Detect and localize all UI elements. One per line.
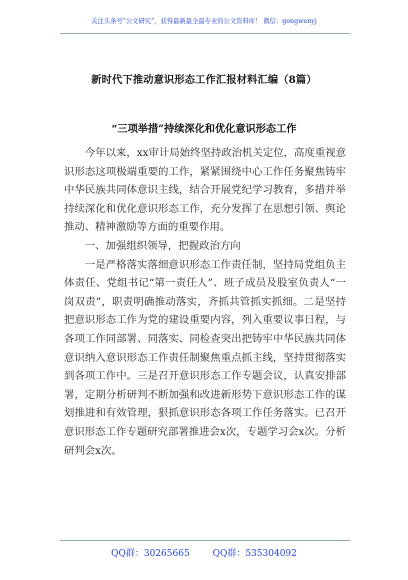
body-heading: 一、加强组织领导，把握政治方向 [84, 239, 241, 252]
body-paragraph: 一是严格落实落细意识形态工作责任制，坚持局党组负主体责任、党组书记“第一责任人”、班子成员及股室负责人“一岗双责”，职责明确推动落实，齐抓共管抓实抓细。二是坚持把意识形态工作为党的建设重要内容，列入重要议事日程，与各项工作同部署、同落实、同检查突出把铸牢中华民族共同体意识纳入意识形态工作责任制聚焦重点抓主线，坚持贯彻落实到各项工作中。三是召开意识形态工作专题会议，认真安排部署，定期分析研判不断加强和改进新形势下意识形态工作的谋划推进和有效管理，狠抓意识形态各项工作任务落实。已召开意识形态工作专题研究部署推进会x次，专题学习会x次。分析研判会x次。 [64, 258, 346, 457]
header-banner: 关注头条号“公文研究”，获得最新最全最专业的公文资料库！ 微信：gongwenyj [91, 18, 317, 25]
header-divider [60, 33, 350, 34]
footer-divider [60, 540, 350, 541]
document-body [64, 144, 346, 460]
body-paragraph: 今年以来，xx审计局始终坚持政治机关定位，高度重视意识形态这项极端重要的工作，紧紧围绕中心工作任务聚焦铸牢中华民族共同体意识主线，结合开展党纪学习教育，多措并举持续深化和优化意识形态工作，充分发挥了在思想引领、舆论推动、精神激励等方面的重要作用。 [64, 147, 346, 234]
footer-qq-groups: QQ群：30265665 QQ群：535304092 [111, 549, 297, 559]
document-title: 新时代下推动意识形态工作汇报材料汇编（8篇） [91, 74, 317, 86]
section-title: “三项举措”持续深化和优化意识形态工作 [111, 123, 297, 135]
